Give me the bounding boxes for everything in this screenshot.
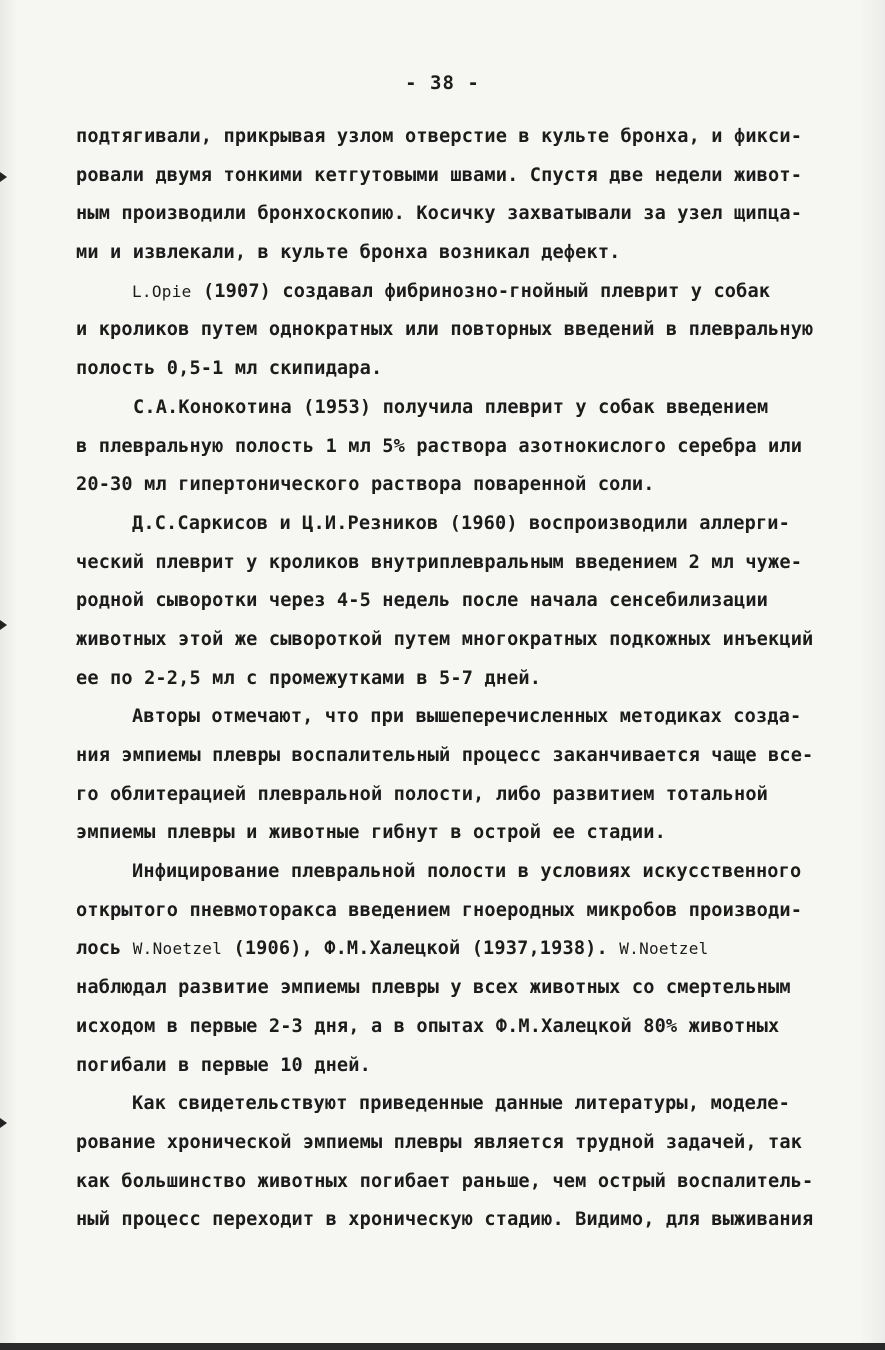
page-bottom-edge: [0, 1343, 885, 1350]
latin-name: W.Noetzel: [619, 939, 709, 959]
margin-mark: [0, 1118, 7, 1128]
text-line: полость 0,5-1 мл скипидара.: [76, 358, 383, 380]
text-line: ным производили бронхоскопию. Косичку захватывали за узел щипца-: [76, 203, 803, 225]
text-line: как большинство животных погибает раньше, чем острый воспалитель-: [76, 1170, 814, 1192]
latin-name: W.Noetzel: [132, 939, 223, 959]
text-line: С.А.Конокотина (1953) получила плеврит у собак введением: [133, 396, 769, 418]
text-line: Авторы отмечают, что при вышеперечисленных методиках созда-: [132, 706, 802, 728]
text-line: Д.С.Саркисов и Ц.И.Резников (1960) воспроизводили аллерги-: [132, 512, 790, 534]
latin-name: L.Opie: [132, 281, 192, 301]
text-line: Инфицирование плевральной полости в условиях искусственного: [132, 861, 802, 883]
text-line: ее по 2-2,5 мл с промежутками в 5-7 дней.: [76, 667, 542, 689]
text-line: подтягивали, прикрывая узлом отверстие в культе бронха, и фикси-: [76, 126, 803, 147]
text-line: рование хронической эмпиемы плевры является трудной задачей, так: [76, 1131, 803, 1153]
text-line: ния эмпиемы плевры воспалительный процесс заканчивается чаще все-: [76, 745, 814, 766]
text-line: открытого пневмоторакса введением гноеродных микробов производи-: [76, 899, 803, 921]
text-line: и кроликов путем однократных или повторных введений в плевральную: [76, 319, 814, 341]
text-line: ческий плеврит у кроликов внутриплевральным введением 2 мл чуже-: [76, 551, 803, 573]
text-line: исходом в первые 2-3 дня, а в опытах Ф.М.Халецкой 80% животных: [76, 1015, 780, 1037]
text-line: 20-30 мл гипертонического раствора поваренной соли.: [76, 474, 655, 496]
text-line: го облитерацией плевральной полости, либо развитием тотальной: [76, 783, 769, 805]
text-line: ный процесс переходит в хроническую стадию. Видимо, для выживания: [76, 1209, 814, 1231]
text-line: в плевральную полость 1 мл 5% раствора азотнокислого серебра или: [76, 435, 803, 457]
text-line: эмпиемы плевры и животные гибнут в острой ее стадии.: [76, 822, 666, 844]
margin-mark: [0, 172, 7, 182]
margin-mark: [0, 620, 7, 630]
text-line: L.Opie (1907) создавал фибринозно-гнойный плеврит у собак: [132, 280, 771, 302]
text-line: наблюдал развитие эмпиемы плевры у всех животных со смертельным: [76, 977, 791, 999]
body-text: [76, 118, 856, 1240]
page-number: - 38 -: [405, 72, 480, 94]
text-line: лось W.Noetzel (1906), Ф.М.Халецкой (1937,1938). W.Noetzel: [76, 938, 709, 960]
text-line: родной сыворотки через 4-5 недель после начала сенсебилизации: [76, 590, 769, 612]
text-line: ровали двумя тонкими кетгутовыми швами. Спустя две недели живот-: [76, 164, 803, 186]
text-line: погибали в первые 10 дней.: [76, 1054, 371, 1076]
text-line: Как свидетельствуют приведенные данные литературы, моделе-: [132, 1093, 790, 1115]
text-line: животных этой же сывороткой путем многократных подкожных инъекций: [76, 628, 814, 650]
text-line: ми и извлекали, в культе бронха возникал дефект.: [76, 242, 621, 264]
